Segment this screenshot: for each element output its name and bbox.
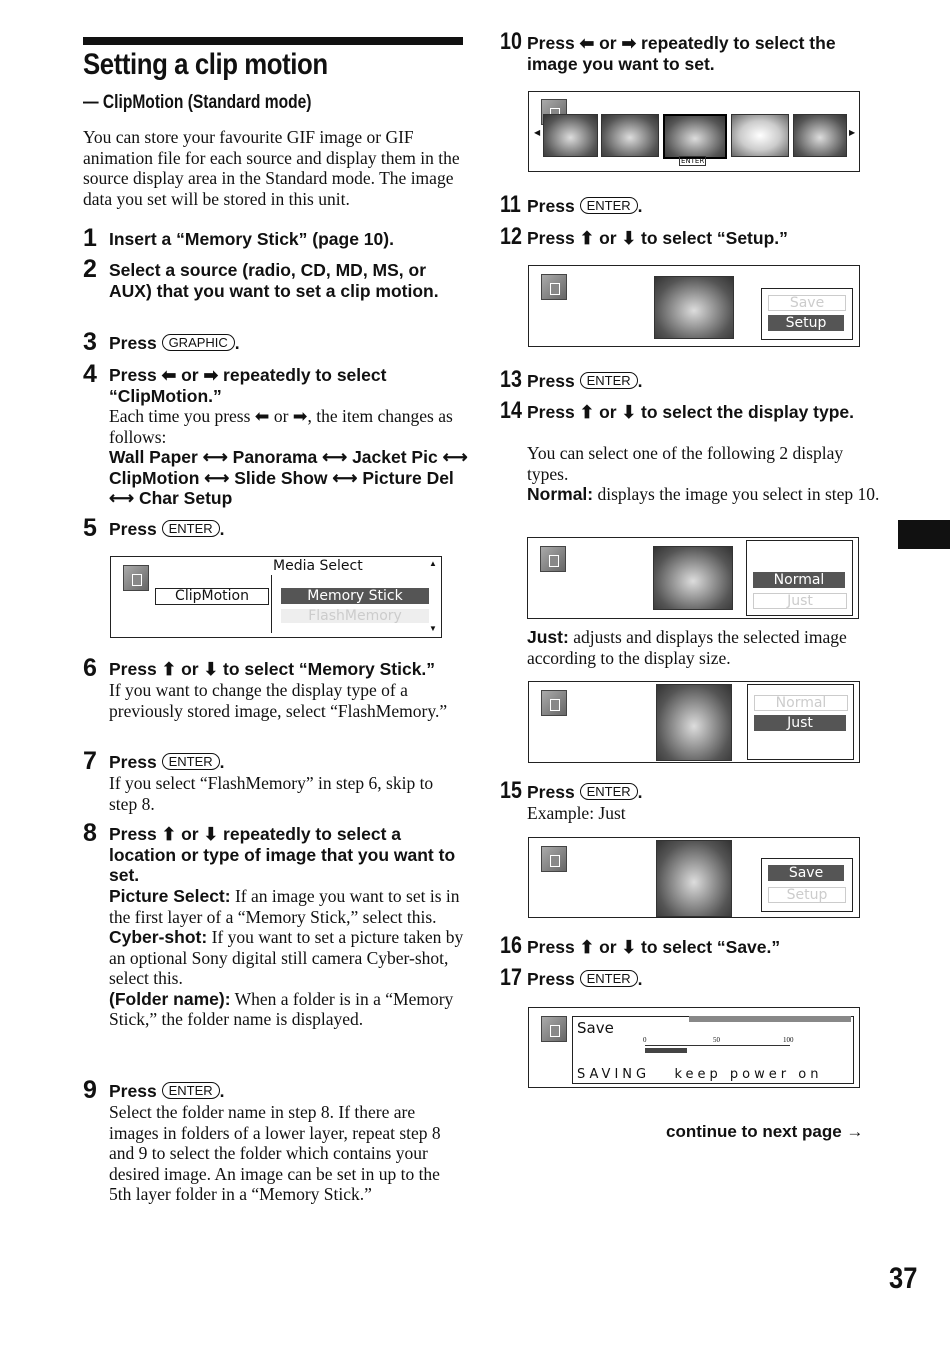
continue-label: continue to next page → [666, 1122, 864, 1141]
up-arrow-icon: ⬆ [161, 824, 177, 844]
step-number: 6 [83, 654, 97, 682]
enter-key: ENTER [580, 783, 638, 800]
just-option[interactable]: Just [754, 715, 846, 731]
thumbnail[interactable] [731, 114, 789, 157]
image-select-screen [528, 91, 860, 172]
step-15-body: Example: Just [527, 803, 626, 823]
step-number: 3 [83, 328, 97, 356]
memory-stick-icon [541, 274, 567, 300]
step-number: 10 [500, 28, 522, 55]
display-type-list [747, 684, 854, 760]
step-number: 1 [83, 224, 97, 252]
intro-paragraph: You can store your favourite GIF image or GIF animation file for each source and display them in the source display area in the Standard mode. The image data you set will be stored in this unit. [83, 127, 460, 209]
right-arrow-icon: ➡ [203, 365, 219, 385]
preview-image [656, 840, 732, 917]
step-17-heading: Press ENTER . [527, 969, 643, 989]
down-arrow-icon: ⬇ [203, 824, 219, 844]
page-subtitle: — ClipMotion (Standard mode) [83, 92, 312, 113]
up-arrow-icon: ⬆ [579, 937, 595, 957]
down-arrow-icon: ⬇ [621, 228, 637, 248]
just-description: Just: adjusts and displays the selected image according to the display size. [527, 627, 847, 668]
memory-stick-option[interactable]: Memory Stick [281, 588, 429, 604]
step-7-heading: Press ENTER . [109, 752, 225, 772]
clipmotion-label: ClipMotion [155, 588, 269, 605]
step-number: 16 [500, 932, 522, 959]
right-arrow-icon: ➡ [621, 33, 637, 53]
right-arrow-icon: ➡ [292, 406, 308, 426]
section-tab [898, 520, 950, 549]
step-8-heading: Press ⬆ or ⬇ repeatedly to select a location or type of image that you want to set. [109, 824, 456, 885]
scroll-up-icon: ▲ [429, 559, 437, 568]
memory-stick-icon [540, 546, 566, 572]
step-6-body: If you want to change the display type of a previously stored image, select “FlashMemory.” [109, 680, 448, 721]
step-6-heading: Press ⬆ or ⬇ to select “Memory Stick.” [109, 659, 436, 679]
step-number: 15 [500, 777, 522, 804]
memory-stick-icon [541, 1016, 567, 1042]
save-option[interactable]: Save [768, 865, 844, 881]
down-arrow-icon: ⬇ [621, 402, 637, 422]
preview-image [654, 276, 734, 339]
just-option[interactable]: Just [753, 593, 847, 609]
step-14-body: You can select one of the following 2 display types. [527, 443, 844, 484]
step-13-heading: Press ENTER . [527, 371, 643, 391]
setup-option[interactable]: Setup [768, 315, 844, 331]
up-arrow-icon: ⬆ [579, 402, 595, 422]
scroll-right-icon: ▶ [849, 128, 856, 137]
page-number: 37 [888, 1262, 917, 1295]
step-number: 12 [500, 223, 522, 250]
down-arrow-icon: ⬇ [203, 659, 219, 679]
progress-tick: 50 [713, 1036, 720, 1044]
preview-image [653, 546, 733, 610]
page-title: Setting a clip motion [83, 48, 328, 81]
display-type-list [746, 540, 853, 616]
memory-stick-icon [541, 690, 567, 716]
progress-tick: 100 [783, 1036, 794, 1044]
thumbnail[interactable] [601, 114, 659, 157]
display-type-just-screen [528, 681, 860, 763]
save-title: Save [577, 1019, 614, 1037]
saving-screen [528, 1007, 860, 1088]
thumbnail[interactable] [793, 114, 847, 157]
memory-stick-icon [123, 565, 149, 591]
setup-option[interactable]: Setup [768, 887, 846, 903]
left-arrow-icon: ⬅ [579, 33, 595, 53]
saving-dialog [572, 1016, 854, 1084]
media-select-screen [110, 556, 442, 638]
media-select-label: Media Select [273, 558, 363, 574]
enter-key: ENTER [162, 520, 220, 537]
step-number: 8 [83, 819, 97, 847]
step-14-heading: Press ⬆ or ⬇ to select the display type. [527, 402, 855, 422]
setup-list [761, 288, 853, 340]
step-number: 14 [500, 397, 522, 424]
step-number: 9 [83, 1076, 97, 1104]
step-10-heading: Press ⬅ or ➡ repeatedly to select the image you want to set. [527, 33, 836, 74]
progress-bar-fill [645, 1048, 687, 1053]
down-arrow-icon: ⬇ [621, 937, 637, 957]
saving-status: SAVING keep power on [577, 1067, 823, 1082]
left-arrow-icon: ⬅ [254, 406, 270, 426]
thumbnail[interactable] [543, 114, 598, 157]
step-7-body: If you select “FlashMemory” in step 6, skip to step 8. [109, 773, 434, 814]
up-arrow-icon: ⬆ [161, 659, 177, 679]
normal-option[interactable]: Normal [754, 695, 848, 711]
step-11-heading: Press ENTER . [527, 196, 643, 216]
enter-key: ENTER [162, 1082, 220, 1099]
step-number: 4 [83, 360, 97, 388]
step-3-heading: Press GRAPHIC . [109, 333, 240, 353]
normal-option[interactable]: Normal [753, 572, 845, 588]
preview-image [656, 684, 732, 761]
menu-sequence: Wall Paper ⟷ Panorama ⟷ Jacket Pic ⟷ ClipMotion ⟷ Slide Show ⟷ Picture Del ⟷ Char Setup [109, 447, 468, 508]
enter-key: ENTER [162, 753, 220, 770]
title-rule [83, 37, 463, 45]
display-type-normal-screen [527, 537, 859, 619]
enter-key: ENTER [580, 970, 638, 987]
step-number: 17 [500, 964, 522, 991]
step-12-heading: Press ⬆ or ⬇ to select “Setup.” [527, 228, 788, 248]
step-1-heading: Insert a “Memory Stick” (page 10). [109, 229, 394, 249]
enter-key: ENTER [580, 197, 638, 214]
step-4-heading: Press ⬅ or ➡ repeatedly to select “ClipMotion.” [109, 365, 387, 406]
step-15-heading: Press ENTER . [527, 782, 643, 802]
scroll-left-icon: ◀ [534, 128, 541, 137]
flash-memory-option[interactable]: FlashMemory [281, 609, 429, 623]
step-number: 11 [500, 191, 521, 218]
step-number: 7 [83, 747, 97, 775]
thumbnail-selected[interactable] [663, 114, 727, 159]
step-number: 13 [500, 366, 522, 393]
progress-tick: 0 [643, 1036, 647, 1044]
step-9-heading: Press ENTER . [109, 1081, 225, 1101]
step-2-heading: Select a source (radio, CD, MD, MS, or AUX) that you want to set a clip motion. [109, 260, 439, 301]
save-option[interactable]: Save [768, 295, 846, 311]
enter-indicator: ENTER [681, 157, 705, 165]
step-5-heading: Press ENTER . [109, 519, 225, 539]
save-list [761, 858, 853, 912]
step-number: 5 [83, 514, 97, 542]
step-8-options: Picture Select: If an image you want to set is in the first layer of a “Memory Stick,” select this. Cyber-shot: If you want to set a picture taken by an optional Sony digital still camera Cyber-shot, select this. (Folder name): When a folder is in a “Memory Stick,” the folder name is displayed. [109, 886, 464, 1029]
graphic-key: GRAPHIC [162, 334, 235, 351]
save-screen [528, 837, 860, 918]
step-4-body: Each time you press ⬅ or ➡, the item changes as follows: [109, 406, 453, 447]
up-arrow-icon: ⬆ [579, 228, 595, 248]
memory-stick-icon [541, 846, 567, 872]
step-number: 2 [83, 255, 97, 283]
setup-screen [528, 265, 860, 347]
scroll-down-icon: ▼ [429, 624, 437, 633]
step-16-heading: Press ⬆ or ⬇ to select “Save.” [527, 937, 781, 957]
normal-description: Normal: displays the image you select in step 10. [527, 484, 880, 504]
step-9-body: Select the folder name in step 8. If there are images in folders of a lower layer, repeat step 8 and 9 to select the folder which contains your desired image. An image can be set in up to the 5th layer folder in a “Memory Stick.” [109, 1102, 441, 1204]
left-arrow-icon: ⬅ [161, 365, 177, 385]
enter-key: ENTER [580, 372, 638, 389]
